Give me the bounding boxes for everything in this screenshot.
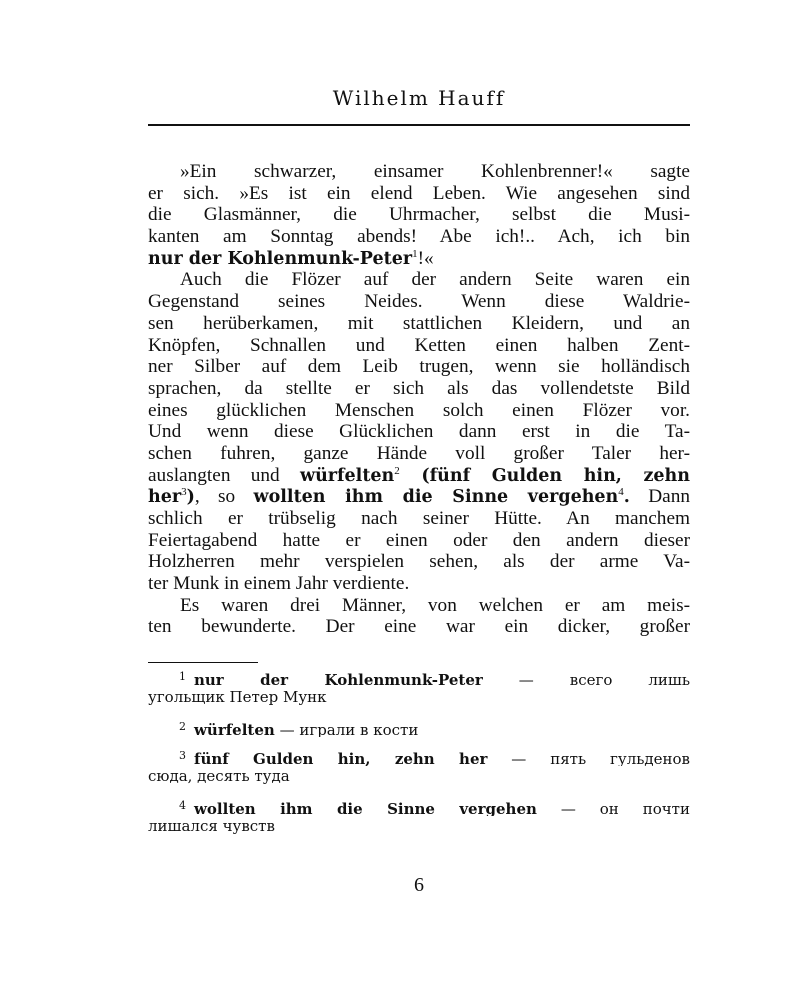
text-line: sen herüberkamen, mit stattlichen Kleidern, und an — [148, 312, 690, 334]
text-line: Gegenstand seines Neides. Wenn diese Waldrie- — [148, 291, 690, 313]
text-line: Auch die Flözer auf der andern Seite waren ein — [180, 269, 690, 291]
text-line: Und wenn diese Glücklichen dann erst in die Ta- — [148, 421, 690, 443]
footnote-term: fünf Gulden hin, zehn her — [194, 750, 488, 766]
footnote-line: лишался чувств — [148, 817, 275, 835]
footnote-number: 2 — [179, 720, 186, 733]
footnote-line — [148, 795, 690, 816]
text-line — [148, 248, 690, 270]
footnote-dash: — — [482, 671, 570, 687]
text-line: die Glasmänner, die Uhrmacher, selbst die Musi- — [148, 204, 690, 226]
text-line — [148, 465, 690, 487]
footnote-term: wollten ihm die Sinne vergehen — [194, 800, 537, 816]
text-line: ten bewunderte. Der eine war ein dicker, großer — [148, 616, 690, 638]
text-line: er sich. »Es ist ein elend Leben. Wie angesehen sind — [148, 182, 690, 204]
bold-term: . — [623, 487, 630, 508]
page-number: 6 — [414, 874, 424, 896]
text-line: »Ein schwarzer, einsamer Kohlenbrenner!« sagte — [180, 161, 690, 182]
bold-term: (fünf Gulden hin, zehn — [399, 465, 690, 486]
footnote — [148, 666, 690, 708]
footnote-translation: он почти — [599, 800, 690, 816]
footnotes — [148, 666, 690, 845]
footnote-number: 4 — [179, 799, 186, 812]
footnote-line — [148, 666, 690, 687]
footnote-dash: — — [274, 721, 300, 737]
running-header: Wilhelm Hauff — [332, 86, 506, 110]
footnote-dash: — — [536, 800, 600, 816]
text-line — [148, 486, 690, 508]
text-line: ner Silber auf dem Leib trugen, wenn sie holländisch — [148, 356, 690, 378]
footnote-line: сюда, десять туда — [148, 767, 290, 785]
footnote-translation: играли в кости — [299, 721, 419, 737]
text-line: kanten am Sonntag abends! Abe ich!.. Ach, ich bin — [148, 226, 690, 248]
bold-term: ) — [186, 487, 195, 508]
bold-term: her — [148, 487, 182, 508]
bold-term: nur der Kohlenmunk-Peter — [148, 248, 413, 269]
text-line: schen fuhren, ganze Hände voll großer Taler her- — [148, 442, 690, 464]
header-rule — [148, 124, 690, 126]
footnote-line — [148, 716, 690, 737]
footnote-dash: — — [487, 750, 551, 766]
footnote-term: würfelten — [194, 721, 275, 737]
text-run: Dann — [629, 486, 690, 508]
text-run: , so — [194, 486, 254, 508]
text-line: Feiertagabend hatte er einen oder den andern dieser — [148, 529, 690, 551]
footnote-number: 1 — [179, 670, 186, 683]
footnote — [148, 795, 690, 837]
text-line: Holzherren mehr verspielen sehen, als der arme Va- — [148, 551, 690, 573]
footnote-ref: 1 — [412, 247, 418, 260]
footnote-ref: 2 — [394, 464, 400, 477]
footnote-translation: пять гульденов — [550, 750, 690, 766]
footnote-number: 3 — [179, 749, 186, 762]
footnote-translation: всего лишь — [569, 671, 690, 687]
text-run: !« — [417, 247, 434, 269]
text-line: sprachen, da stellte er sich als das vollendetste Bild — [148, 377, 690, 399]
bold-term: wollten ihm die Sinne vergehen — [253, 487, 619, 508]
text-line: Knöpfen, Schnallen und Ketten einen halben Zent- — [148, 334, 690, 356]
footnote-ref: 3 — [181, 486, 187, 499]
body-text — [148, 161, 690, 638]
text-line: ter Munk in einem Jahr verdiente. — [148, 573, 410, 595]
footnote — [148, 745, 690, 787]
text-run: auslangten und — [148, 464, 300, 486]
footnote-rule — [148, 662, 258, 663]
footnote-term: nur der Kohlenmunk-Peter — [194, 671, 483, 687]
footnote-ref: 4 — [618, 486, 624, 499]
text-line: eines glücklichen Menschen solch einen Flözer vor. — [148, 399, 690, 421]
bold-term: würfelten — [300, 465, 395, 486]
text-line: Es waren drei Männer, von welchen er am meis- — [180, 594, 690, 616]
footnote-line: угольщик Петер Мунк — [148, 688, 327, 706]
footnote — [148, 716, 690, 737]
text-line: schlich er trübselig nach seiner Hütte. An manchem — [148, 508, 690, 529]
footnote-line — [148, 745, 690, 766]
